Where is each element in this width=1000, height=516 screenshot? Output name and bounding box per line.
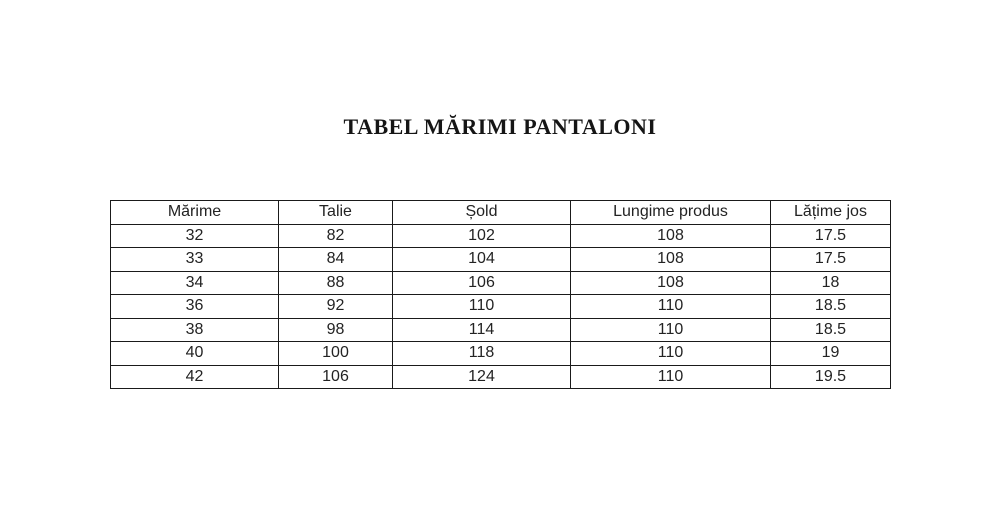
table-header-row	[111, 201, 891, 225]
table-cell: 108	[571, 248, 771, 272]
table-cell: 98	[279, 318, 393, 342]
table-cell: 106	[393, 271, 571, 295]
table-cell: 100	[279, 342, 393, 366]
table-cell: 40	[111, 342, 279, 366]
table-cell: 17.5	[771, 224, 891, 248]
table-row	[111, 295, 891, 319]
header-cell-talie: Talie	[279, 201, 393, 225]
table-row	[111, 271, 891, 295]
table-cell: 106	[279, 365, 393, 389]
table-cell: 18.5	[771, 295, 891, 319]
table-cell: 38	[111, 318, 279, 342]
table-row	[111, 248, 891, 272]
size-table	[110, 200, 891, 389]
header-cell-marime: Mărime	[111, 201, 279, 225]
table-cell: 124	[393, 365, 571, 389]
table-cell: 19.5	[771, 365, 891, 389]
header-cell-lungime-produs: Lungime produs	[571, 201, 771, 225]
table-cell: 92	[279, 295, 393, 319]
table-cell: 110	[571, 365, 771, 389]
table-cell: 17.5	[771, 248, 891, 272]
table-cell: 42	[111, 365, 279, 389]
table-cell: 88	[279, 271, 393, 295]
header-cell-sold: Șold	[393, 201, 571, 225]
table-cell: 104	[393, 248, 571, 272]
table-cell: 110	[571, 318, 771, 342]
size-table-body	[111, 224, 891, 389]
table-cell: 33	[111, 248, 279, 272]
table-cell: 84	[279, 248, 393, 272]
table-cell: 110	[571, 342, 771, 366]
table-cell: 108	[571, 271, 771, 295]
table-cell: 118	[393, 342, 571, 366]
table-cell: 19	[771, 342, 891, 366]
table-cell: 102	[393, 224, 571, 248]
table-row	[111, 318, 891, 342]
table-cell: 82	[279, 224, 393, 248]
table-cell: 36	[111, 295, 279, 319]
table-row	[111, 365, 891, 389]
table-cell: 34	[111, 271, 279, 295]
table-cell: 18.5	[771, 318, 891, 342]
header-cell-latime-jos: Lățime jos	[771, 201, 891, 225]
table-row	[111, 342, 891, 366]
table-cell: 110	[393, 295, 571, 319]
table-row	[111, 224, 891, 248]
table-cell: 114	[393, 318, 571, 342]
table-cell: 18	[771, 271, 891, 295]
table-cell: 108	[571, 224, 771, 248]
page-title: TABEL MĂRIMI PANTALONI	[343, 114, 657, 139]
table-cell: 110	[571, 295, 771, 319]
table-cell: 32	[111, 224, 279, 248]
